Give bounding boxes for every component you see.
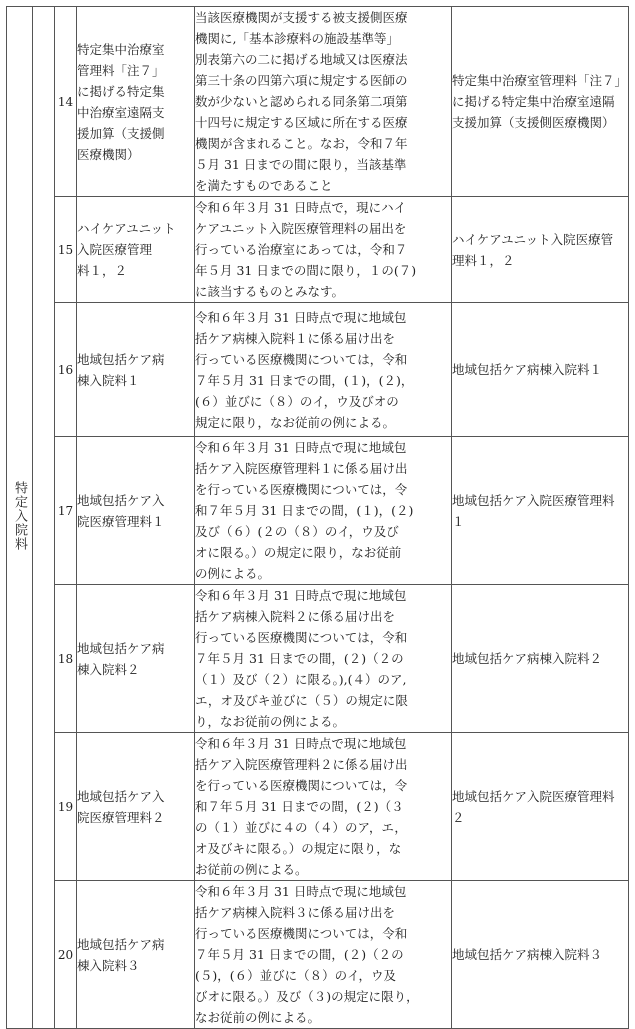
item-name: 地域包括ケア病 棟入院料２ [77, 585, 195, 733]
row-number: 17 [55, 437, 77, 585]
item-description: 令和６年３月 31 日時点で現に地域包 括ケア入院医療管理料２に係る届け出 を行っている医療機関については，令 和７年５月 31 日までの間，(２)（３ の（１）並びに４の（４）のア，エ， オ及びキに限る。）の規定に限り，な お従前の例による。 [195, 733, 452, 881]
item-reference: 地域包括ケア病棟入院料２ [452, 585, 629, 733]
facility-standards-table [6, 6, 629, 1029]
item-description: 令和６年３月 31 日時点で，現にハイ ケアユニット入院医療管理料の届出を 行っている治療室にあっては，令和７ 年５月 31 日までの間に限り，１の(７) に該当するものとみなす。 [195, 197, 452, 303]
table-row [7, 437, 629, 585]
table-row [7, 197, 629, 303]
item-name: 地域包括ケア入 院医療管理料１ [77, 437, 195, 585]
document-page [6, 6, 629, 1025]
item-name: 特定集中治療室 管理料「注７」 に掲げる特定集 中治療室遠隔支 援加算（支援側 医療機関） [77, 7, 195, 197]
row-number: 15 [55, 197, 77, 303]
item-reference: ハイケアユニット入院医療管 理料１，２ [452, 197, 629, 303]
item-description: 当該医療機関が支援する被支援側医療 機関に,「基本診療料の施設基準等」 別表第六の二に掲げる地域又は医療法 第三十条の四第六項に規定する医師の 数が少ないと認められる同条第二項第 十四号に規定する区域に所在する医療 機関が含まれること。なお，令和７年 ５月 31 日までの間に限り，当該基準 を満たすものであること [195, 7, 452, 197]
item-name: 地域包括ケア入 院医療管理料２ [77, 733, 195, 881]
table-row [7, 7, 629, 197]
table-row [7, 303, 629, 437]
category-label: 特定入院料 [12, 480, 27, 551]
item-description: 令和６年３月 31 日時点で現に地域包 括ケア病棟入院料１に係る届け出を 行っている医療機関については，令和 ７年５月 31 日までの間，(１)，(２)， (６）並びに（８）のイ，ウ及びオの 規定に限り，なお従前の例による。 [195, 303, 452, 437]
item-reference: 地域包括ケア入院医療管理料 ２ [452, 733, 629, 881]
item-reference: 特定集中治療室管理料「注７」 に掲げる特定集中治療室遠隔 支援加算（支援側医療機関） [452, 7, 629, 197]
item-name: 地域包括ケア病 棟入院料３ [77, 881, 195, 1029]
item-reference: 地域包括ケア病棟入院料３ [452, 881, 629, 1029]
row-number: 14 [55, 7, 77, 197]
row-number: 20 [55, 881, 77, 1029]
row-number: 19 [55, 733, 77, 881]
table-row [7, 733, 629, 881]
item-description: 令和６年３月 31 日時点で現に地域包 括ケア病棟入院料２に係る届け出を 行っている医療機関については，令和 ７年５月 31 日までの間，(２)（２の （１）及び（２）に限る。),(４）のア, エ，オ及びキ並びに（５）の規定に限 り，なお従前の例による。 [195, 585, 452, 733]
item-reference: 地域包括ケア病棟入院料１ [452, 303, 629, 437]
row-number: 18 [55, 585, 77, 733]
item-description: 令和６年３月 31 日時点で現に地域包 括ケア入院医療管理料１に係る届け出 を行っている医療機関については，令 和７年５月 31 日までの間，(１)，(２) 及び（６）(２の（８）のイ，ウ及び オに限る。）の規定に限り，なお従前 の例による。 [195, 437, 452, 585]
item-name: ハイケアユニット 入院医療管理 料１，２ [77, 197, 195, 303]
blank-column [33, 7, 55, 1029]
item-description: 令和６年３月 31 日時点で現に地域包 括ケア病棟入院料３に係る届け出を 行っている医療機関については，令和 ７年５月 31 日までの間，(２)（２の (５)，(６）並びに（８）のイ，ウ及 びオに限る。）及び（３)の規定に限り， なお従前の例による。 [195, 881, 452, 1029]
item-reference: 地域包括ケア入院医療管理料 １ [452, 437, 629, 585]
row-number: 16 [55, 303, 77, 437]
category-cell [7, 7, 33, 1029]
table-row [7, 881, 629, 1029]
table-row [7, 585, 629, 733]
item-name: 地域包括ケア病 棟入院料１ [77, 303, 195, 437]
